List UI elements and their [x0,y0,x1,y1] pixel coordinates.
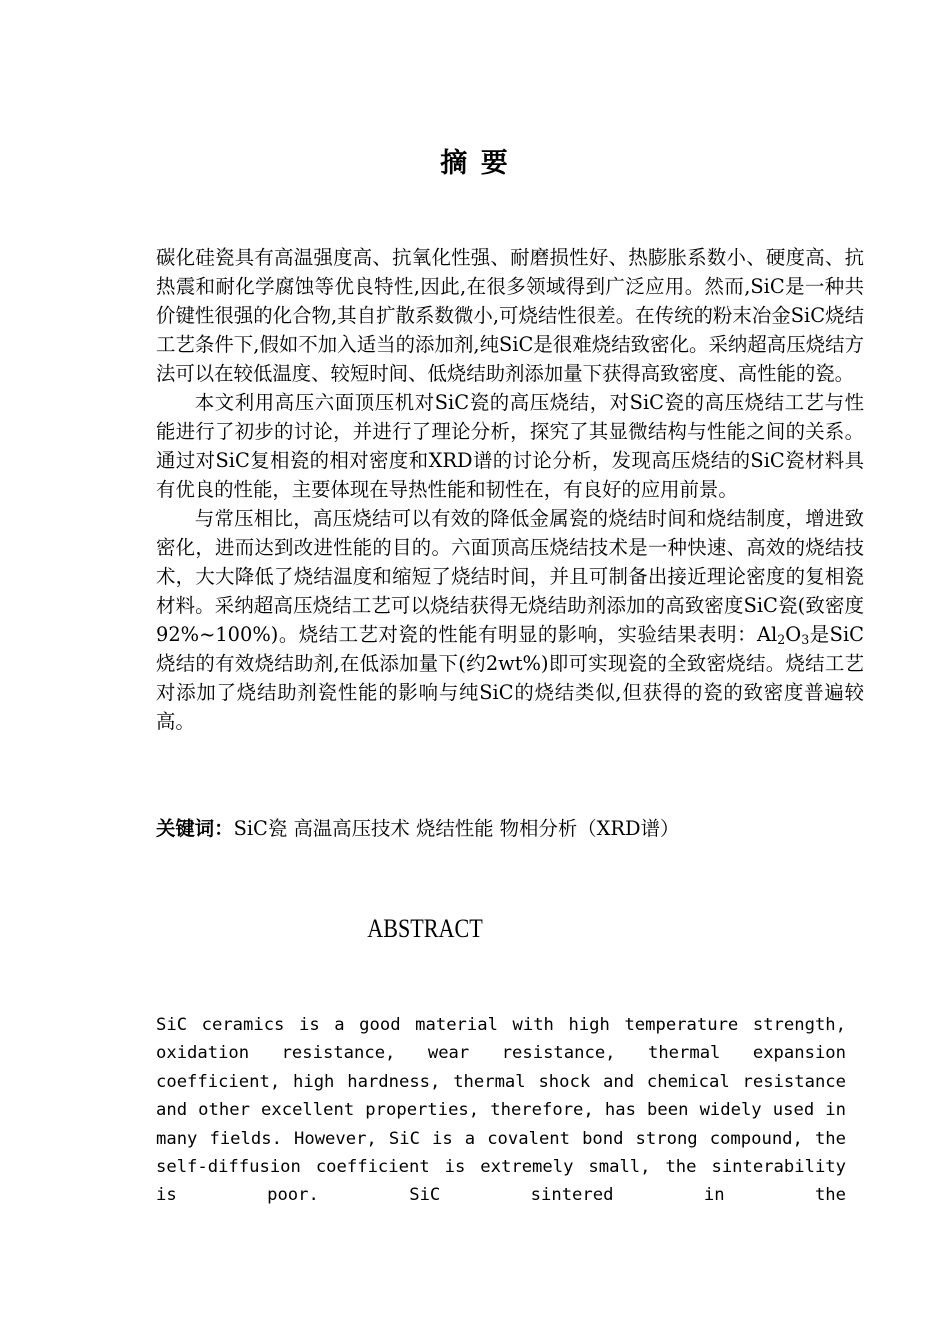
keywords-label: 关键词： [156,817,234,840]
paragraph-3-text-before: 与常压相比，高压烧结可以有效的降低金属瓷的烧结时间和烧结制度，增进致密化，进而达到改进性能的目的。六面顶高压烧结技术是一种快速、高效的烧结技术，大大降低了烧结温度和缩短了烧结时间，并且可制备出接近理论密度的复相瓷材料。采纳超高压烧结工艺可以烧结获得无烧结助剂添加的高致密度SiC瓷(致密度92%~100%)。烧结工艺对瓷的性能有明显的影响，实验结果表明： [156,507,864,646]
abstract-cn-paragraph-1: 碳化硅瓷具有高温强度高、抗氧化性强、耐磨损性好、热膨胀系数小、硬度高、抗热震和耐化学腐蚀等优良特性,因此,在很多领域得到广泛应用。然而,SiC是一种共价键性很强的化合物,其自扩散系数微小,可烧结性很差。在传统的粉末冶金SiC烧结工艺条件下,假如不加入适当的添加剂,纯SiC是很难烧结致密化。采纳超高压烧结方法可以在较低温度、较短时间、低烧结助剂添加量下获得高致密度、高性能的瓷。 [156,246,864,385]
abstract-cn-title: 摘 要 [440,148,510,179]
alumina-formula [757,623,809,646]
abstract-cn-body [156,243,864,736]
paragraph-3-text-after: 是SiC烧结的有效烧结助剂,在低添加量下(约2wt%)即可实现瓷的全致密烧结。烧结工艺对添加了烧结助剂瓷性能的影响与纯SiC的烧结类似,但获得的瓷的致密度普遍较高。 [156,623,864,733]
abstract-en-title: ABSTRACT [367,914,483,943]
formula-subscript-2: 2 [777,632,786,648]
formula-al: Al [757,623,778,646]
abstract-en-paragraph: SiC ceramics is a good material with high temperature strength, oxidation resistance, wear resistance, thermal expansion coefficient, high hardness, thermal shock and chemical resistance and other excellent properties, therefore, has been widely used in many fields. However, SiC is a covalent bond strong compound, the self-diffusion coefficient is extremely small, the sinterability is poor. SiC sintered in the [156,1015,846,1206]
abstract-cn-paragraph-3 [156,504,864,736]
keywords-text: SiC瓷 高温高压技术 烧结性能 物相分析（XRD谱） [233,817,680,840]
formula-subscript-3: 3 [801,632,810,648]
formula-o: O [785,623,802,646]
abstract-cn-paragraph-2: 本文利用高压六面顶压机对SiC瓷的高压烧结，对SiC瓷的高压烧结工艺与性能进行了初步的讨论，并进行了理论分析，探究了其显微结构与性能之间的关系。通过对SiC复相瓷的相对密度和XRD谱的讨论分析，发现高压烧结的SiC瓷材料具有优良的性能，主要体现在导热性能和韧性在，有良好的应用前景。 [156,391,864,501]
keywords-line [156,814,864,843]
abstract-en-body [156,1011,846,1210]
